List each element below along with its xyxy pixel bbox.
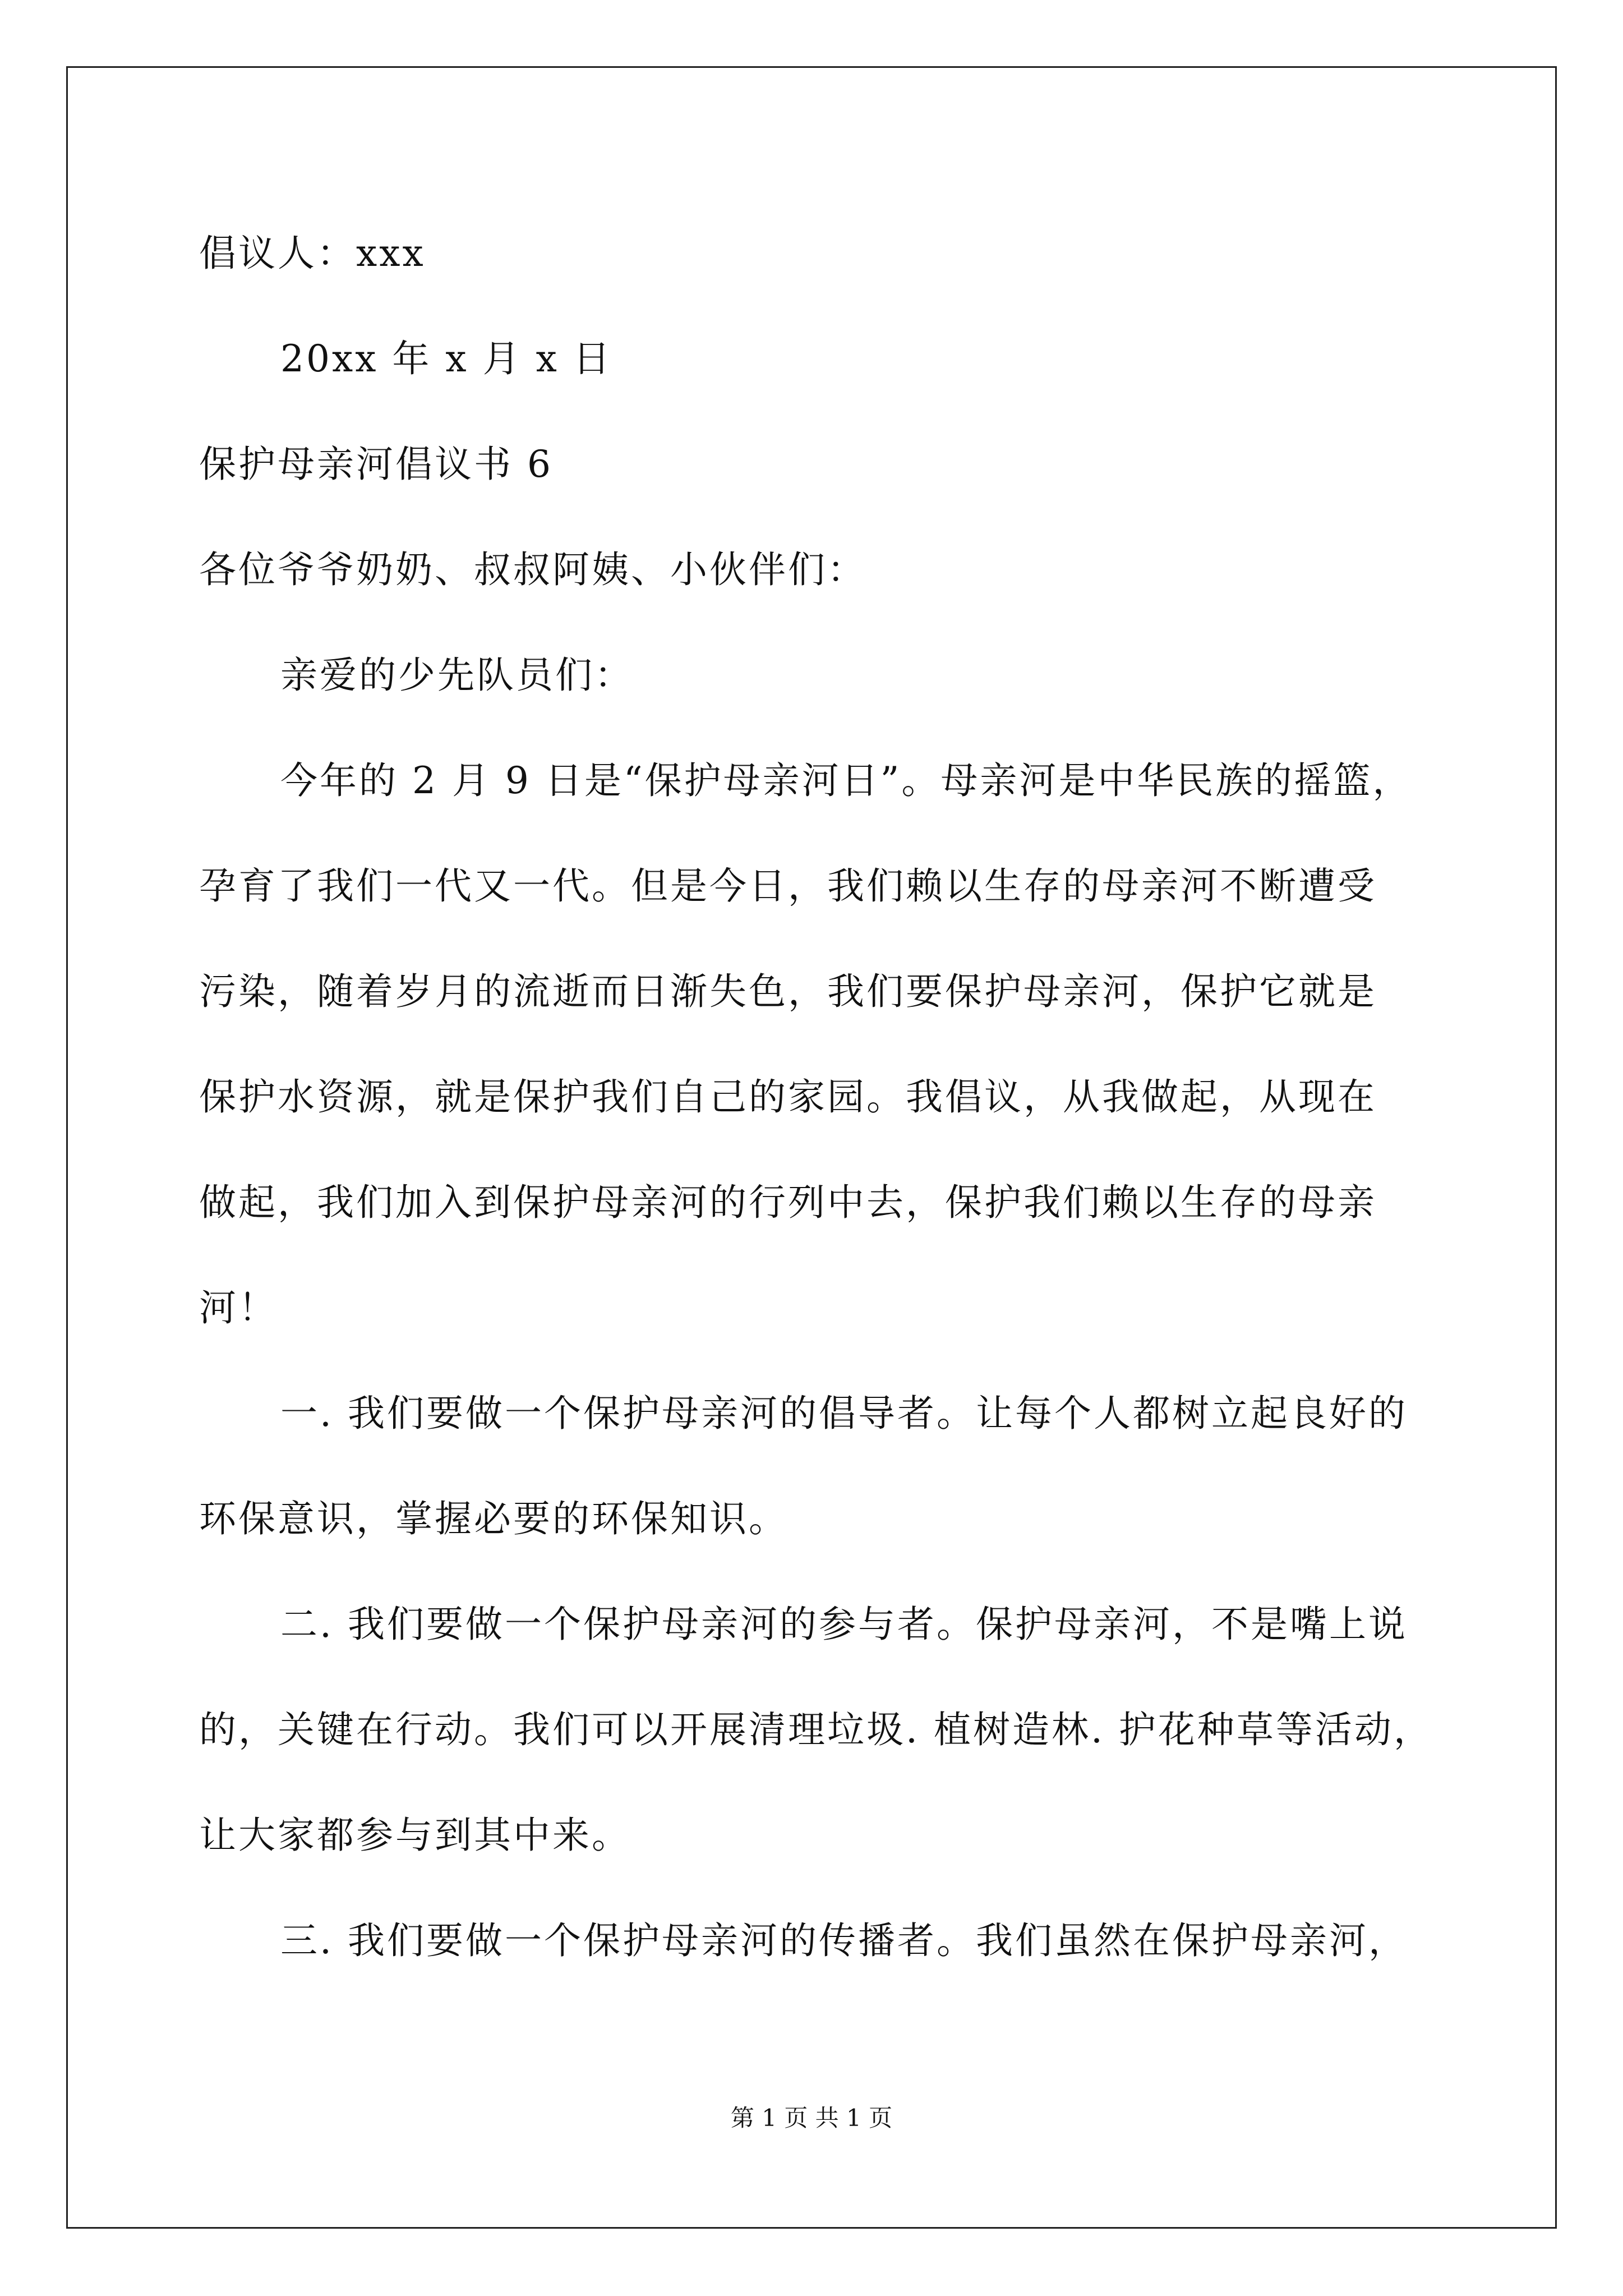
paragraph-1-line-3: 污染，随着岁月的流逝而日渐失色，我们要保护母亲河，保护它就是: [199, 970, 1377, 1013]
salutation-line: 亲爱的少先队员们：: [280, 654, 634, 697]
paragraph-1-line-1: 今年的 2 月 9 日是“保护母亲河日”。母亲河是中华民族的摇篮，: [280, 759, 1412, 802]
paragraph-1-line-6: 河！: [199, 1286, 278, 1329]
point-2-line-2: 的，关键在行动。我们可以开展清理垃圾. 植树造林. 护花种草等活动，: [199, 1708, 1433, 1751]
point-3-line-1: 三. 我们要做一个保护母亲河的传播者。我们虽然在保护母亲河，: [280, 1919, 1408, 1962]
initiator-line: 倡议人：xxx: [199, 232, 426, 275]
section-title: 保护母亲河倡议书 6: [199, 443, 553, 486]
point-1-line-2: 环保意识，掌握必要的环保知识。: [199, 1497, 788, 1540]
date-line: 20xx 年 x 月 x 日: [280, 337, 612, 380]
point-2-line-1: 二. 我们要做一个保护母亲河的参与者。保护母亲河，不是嘴上说: [280, 1603, 1408, 1646]
point-1-line-1: 一. 我们要做一个保护母亲河的倡导者。让每个人都树立起良好的: [280, 1392, 1408, 1435]
paragraph-1-line-5: 做起，我们加入到保护母亲河的行列中去，保护我们赖以生存的母亲: [199, 1181, 1377, 1224]
paragraph-1-line-4: 保护水资源，就是保护我们自己的家园。我倡议，从我做起，从现在: [199, 1075, 1377, 1119]
greeting-line: 各位爷爷奶奶、叔叔阿姨、小伙伴们：: [199, 548, 866, 591]
page-footer: 第 1 页 共 1 页: [730, 2104, 893, 2132]
page-border: [66, 66, 1557, 2229]
point-2-line-3: 让大家都参与到其中来。: [199, 1814, 631, 1857]
paragraph-1-line-2: 孕育了我们一代又一代。但是今日，我们赖以生存的母亲河不断遭受: [199, 864, 1377, 908]
